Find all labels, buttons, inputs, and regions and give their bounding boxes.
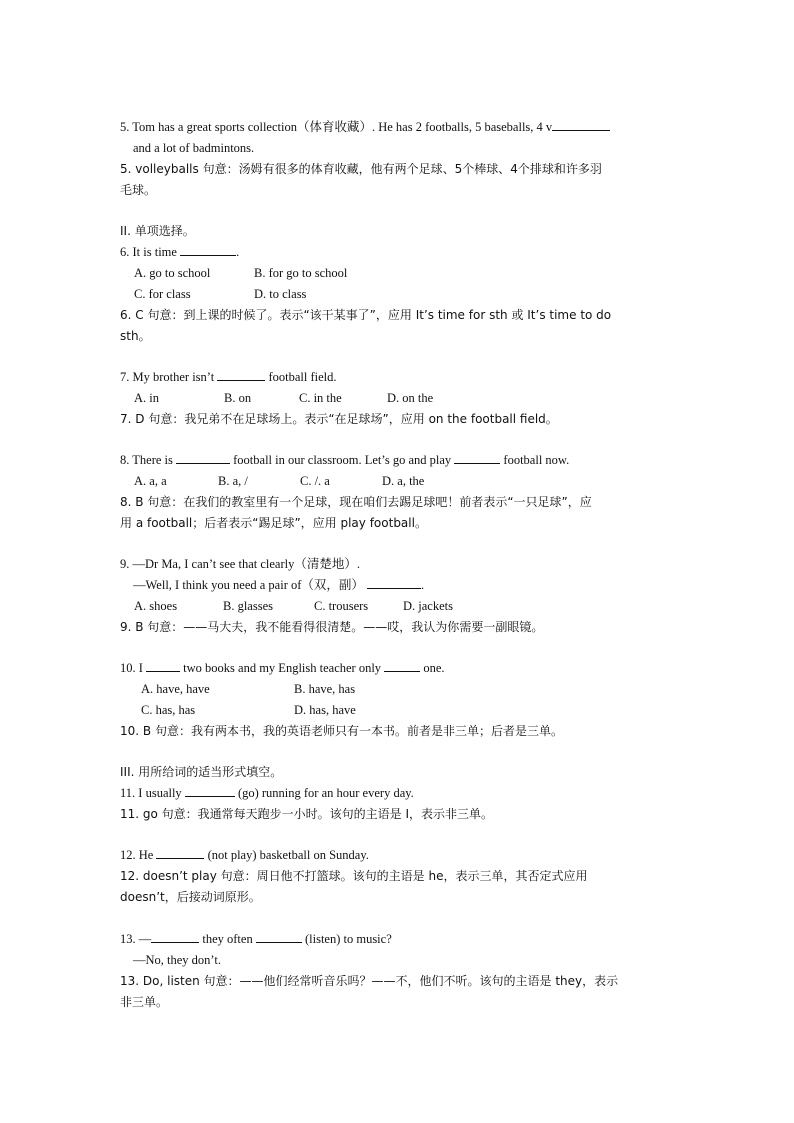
answer-blank — [180, 243, 236, 256]
answer-blank — [454, 451, 500, 464]
answer-blank — [151, 930, 199, 943]
q7-option-d: D. on the — [387, 391, 434, 405]
q6-answer: 6. C 句意：到上课的时候了。表示“该干某事了”，应用 It’s time for sth 或 It’s time to do — [120, 308, 612, 322]
q9-option-b: B. glasses — [223, 599, 273, 613]
q10-option-b: B. have, has — [294, 682, 356, 696]
q8-option-d: D. a, the — [382, 474, 425, 488]
answer-blank — [384, 659, 420, 672]
q8-option-a: A. a, a — [134, 474, 167, 488]
q8-answer: 8. B 句意：在我们的教室里有一个足球，现在咱们去踢足球吧！前者表示“一只足球”，应 — [120, 495, 592, 509]
q9-option-a: A. shoes — [134, 599, 178, 613]
answer-blank — [185, 784, 235, 797]
q5-stem-cont: and a lot of badmintons. — [133, 141, 255, 155]
q7-option-a: A. in — [134, 391, 159, 405]
q10-option-c: C. has, has — [141, 703, 196, 717]
q7-stem: 7. My brother isn’t football field. — [120, 370, 337, 384]
q9-stem-reply: —Well, I think you need a pair of（双，副） . — [133, 578, 425, 592]
q6-option-d: D. to class — [254, 287, 307, 301]
q6-answer-cont: sth。 — [120, 329, 151, 343]
answer-blank — [146, 659, 180, 672]
answer-blank — [552, 118, 610, 131]
q10-option-d: D. has, have — [294, 703, 356, 717]
q6-options-row1 — [134, 263, 690, 284]
q13-answer: 13. Do, listen 句意：——他们经常听音乐吗？——不，他们不听。该句的主语是 they，表示 — [120, 974, 619, 988]
q11-answer: 11. go 句意：我通常每天跑步一小时。该句的主语是 I，表示非三单。 — [120, 807, 494, 821]
q13-answer-cont: 非三单。 — [120, 995, 169, 1009]
section-heading-2: II. 单项选择。 — [120, 224, 195, 238]
answer-blank — [367, 576, 421, 589]
q8-answer-cont: 用 a football；后者表示“踢足球”，应用 play football。 — [120, 516, 427, 530]
q6-option-a: A. go to school — [134, 266, 211, 280]
q12-answer-cont: doesn’t，后接动词原形。 — [120, 890, 261, 904]
q10-options-row2 — [141, 700, 697, 721]
q6-stem: 6. It is time . — [120, 245, 240, 259]
q9-option-d: D. jackets — [403, 599, 453, 613]
q6-option-c: C. for class — [134, 287, 191, 301]
q12-stem: 12. He (not play) basketball on Sunday. — [120, 848, 369, 862]
q13-stem: 13. — they often (listen) to music? — [120, 932, 392, 946]
q8-options — [134, 471, 690, 492]
q5-stem: 5. Tom has a great sports collection（体育收藏）. He has 2 footballs, 5 baseballs, 4 v — [120, 117, 676, 138]
q7-options — [134, 388, 690, 409]
q7-answer: 7. D 句意：我兄弟不在足球场上。表示“在足球场”，应用 on the football field。 — [120, 412, 558, 426]
answer-blank — [156, 846, 204, 859]
q9-option-c: C. trousers — [314, 599, 369, 613]
q11-stem: 11. I usually (go) running for an hour every day. — [120, 786, 414, 800]
q10-options-row1 — [141, 679, 697, 700]
q9-answer: 9. B 句意：——马大夫，我不能看得很清楚。——哎，我认为你需要一副眼镜。 — [120, 620, 544, 634]
answer-blank — [217, 368, 265, 381]
q5-answer: 5. volleyballs 句意：汤姆有很多的体育收藏，他有两个足球、5个棒球、4个排球和许多羽 — [120, 162, 602, 176]
q10-option-a: A. have, have — [141, 682, 210, 696]
answer-blank — [176, 451, 230, 464]
q10-stem: 10. I two books and my English teacher only one. — [120, 661, 445, 675]
q8-option-c: C. /. a — [300, 474, 330, 488]
q7-option-c: C. in the — [299, 391, 342, 405]
section-heading-3: III. 用所给词的适当形式填空。 — [120, 765, 283, 779]
q13-reply: —No, they don’t. — [133, 953, 221, 967]
q6-option-b: B. for go to school — [254, 266, 348, 280]
q9-options — [134, 596, 690, 617]
q6-options-row2 — [134, 284, 690, 305]
q8-option-b: B. a, / — [218, 474, 248, 488]
q10-answer: 10. B 句意：我有两本书，我的英语老师只有一本书。前者是非三单；后者是三单。 — [120, 724, 563, 738]
q9-stem: 9. —Dr Ma, I can’t see that clearly（清楚地）. — [120, 557, 360, 571]
q7-option-b: B. on — [224, 391, 252, 405]
q12-answer: 12. doesn’t play 句意：周日他不打篮球。该句的主语是 he，表示三单，其否定式应用 — [120, 869, 588, 883]
q8-stem: 8. There is football in our classroom. Let’s go and play football now. — [120, 453, 570, 467]
q5-answer-cont: 毛球。 — [120, 183, 157, 197]
answer-blank — [256, 930, 302, 943]
